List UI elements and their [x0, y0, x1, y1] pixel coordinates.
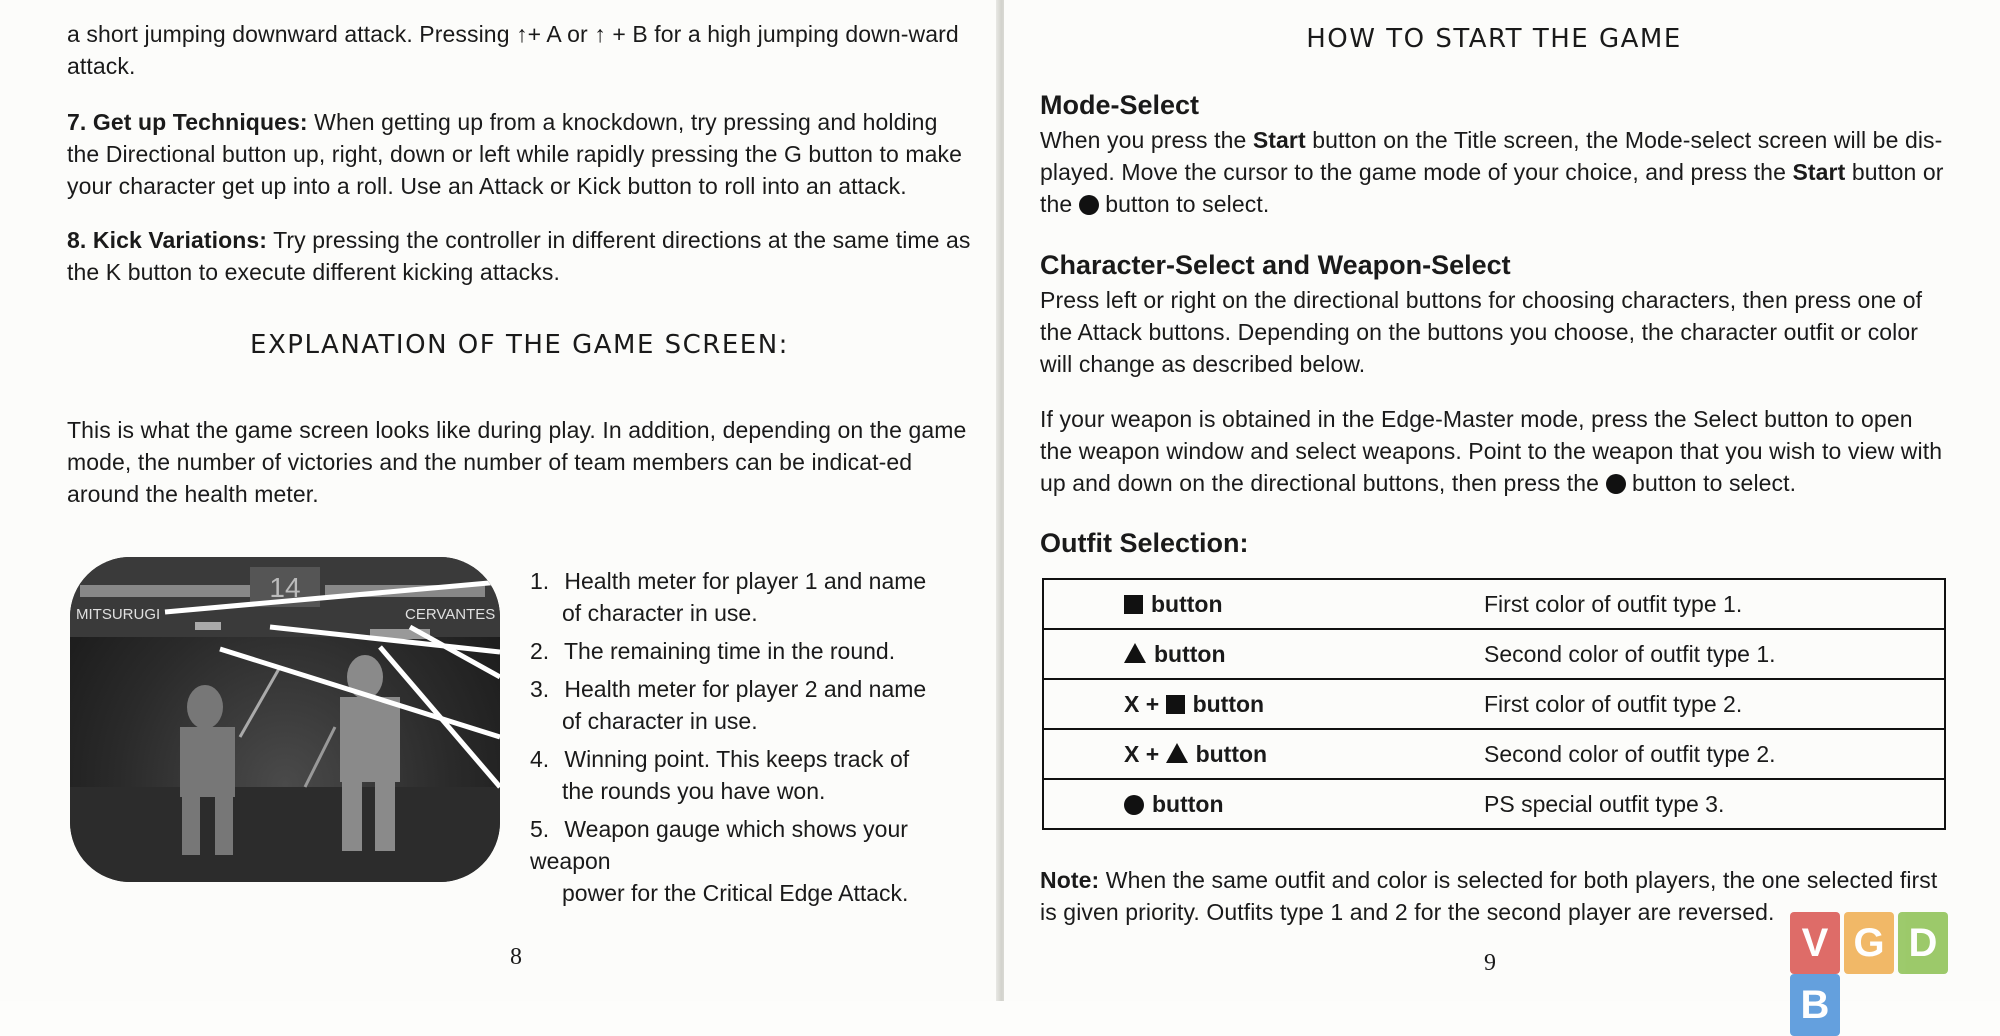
outfit-row [1043, 679, 1945, 729]
callout-1: 1. Health meter for player 1 and name of character in use. [530, 568, 927, 626]
timer-text: 14 [269, 572, 301, 603]
circle-button-icon [1124, 795, 1144, 815]
square-button-icon [1166, 695, 1185, 714]
left-page [0, 0, 1000, 1001]
callout-5: 5. Weapon gauge which shows your weapon power for the Critical Edge Attack. [530, 816, 909, 906]
watermark-letter: D [1898, 912, 1948, 974]
outfit-button-cell: X + button [1043, 679, 1484, 729]
character-select-title: Character-Select and Weapon-Select [1040, 250, 1511, 280]
outfit-selection-title: Outfit Selection: [1040, 528, 1249, 558]
note-text: When the same outfit and color is selected for both players, the one selected first is given priority. Outfits type 1 and 2 for the second player are reversed. [1040, 867, 1938, 925]
outfit-row [1043, 729, 1945, 779]
mode-select-text: When you press the Start button on the Title screen, the Mode-select screen will be dis-played. Move the cursor to the game mode of your choice, and press the Start button or the button to select. [1040, 127, 1944, 217]
outfit-button-cell: button [1043, 629, 1484, 679]
page-number-8: 8 [510, 944, 522, 970]
page-number-9: 9 [1484, 950, 1496, 976]
outfit-selection-table [1042, 578, 1946, 830]
triangle-button-icon [1166, 743, 1188, 763]
right-page [1004, 0, 2000, 1001]
screen-callouts [530, 565, 990, 915]
watermark-letter: V [1790, 912, 1840, 974]
item-7-title: 7. Get up Techniques: [67, 109, 308, 135]
item-8-text: Try pressing the controller in different directions at the same time as the K button to execute different kicking attacks. [67, 227, 971, 285]
callout-2: 2. The remaining time in the round. [530, 638, 896, 664]
game-screen-heading: EXPLANATION OF THE GAME SCREEN: [250, 330, 789, 360]
item-8-title: 8. Kick Variations: [67, 227, 268, 253]
intro-paragraph: a short jumping downward attack. Pressing ↑+ A or ↑ + B for a high jumping down-ward attack. [67, 21, 959, 79]
circle-button-icon [1079, 195, 1099, 215]
start-game-heading: HOW TO START THE GAME [1306, 24, 1682, 54]
outfit-button-cell: button [1043, 779, 1484, 829]
watermark-letter: B [1790, 974, 1840, 1036]
outfit-description-cell: First color of outfit type 1. [1484, 579, 1945, 629]
callout-4: 4. Winning point. This keeps track of the rounds you have won. [530, 746, 910, 804]
explanation-paragraph: This is what the game screen looks like during play. In addition, depending on the game mode, the number of victories and the number of team members can be indicat-ed around the health meter. [67, 417, 967, 507]
outfit-button-cell: button [1043, 579, 1484, 629]
p2-name-text: CERVANTES [405, 606, 496, 623]
item-7-paragraph [67, 106, 972, 202]
outfit-row [1043, 779, 1945, 829]
p1-health-meter [80, 585, 260, 597]
circle-button-icon [1606, 474, 1626, 494]
outfit-description-cell: First color of outfit type 2. [1484, 679, 1945, 729]
watermark-letter: G [1844, 912, 1894, 974]
triangle-button-icon [1124, 643, 1146, 663]
p1-name-text: MITSURUGI [76, 606, 161, 623]
outfit-row [1043, 629, 1945, 679]
vgdb-watermark-logo [1790, 912, 2000, 1036]
note-label: Note: [1040, 867, 1100, 893]
outfit-row [1043, 579, 1945, 629]
item-8-paragraph [67, 224, 972, 288]
winning-point [195, 622, 221, 630]
outfit-description-cell: Second color of outfit type 2. [1484, 729, 1945, 779]
game-screenshot [70, 557, 500, 882]
outfit-button-cell: X + button [1043, 729, 1484, 779]
outfit-description-cell: PS special outfit type 3. [1484, 779, 1945, 829]
square-button-icon [1124, 595, 1143, 614]
item-7-text: When getting up from a knockdown, try pressing and holding the Directional button up, right, down or left while rapidly pressing the G button to make your character get up into a roll. Use an Attack or Kick button to roll into an attack. [67, 109, 962, 199]
weapon-select-text: If your weapon is obtained in the Edge-Master mode, press the Select button to open the weapon window and select weapons. Point to the weapon that you wish to view with up and down on the directional buttons, then press the button to select. [1040, 406, 1943, 496]
callout-3: 3. Health meter for player 2 and name of character in use. [530, 676, 927, 734]
mode-select-title: Mode-Select [1040, 90, 1200, 120]
character-select-text: Press left or right on the directional buttons for choosing characters, then press one of the Attack buttons. Depending on the buttons you choose, the character outfit or color will change as described below. [1040, 287, 1923, 377]
outfit-description-cell: Second color of outfit type 1. [1484, 629, 1945, 679]
